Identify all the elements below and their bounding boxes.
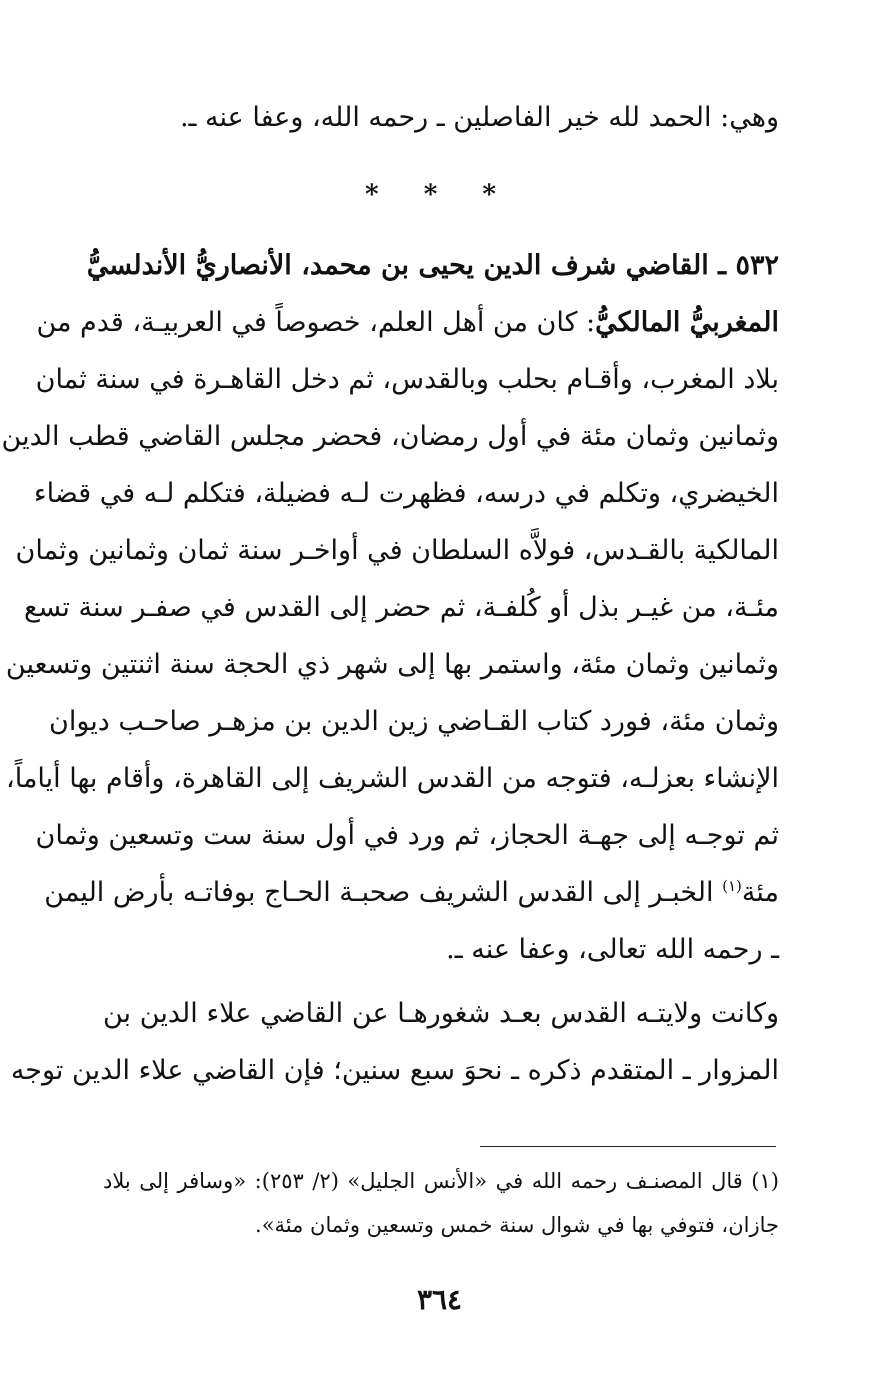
entry-heading-continuation: المغربيُّ المالكيُّ bbox=[595, 307, 779, 338]
entry-line: الإنشاء بعزلـه، فتوجه من القدس الشريف إلى القاهرة، وأقام بها أياماً، bbox=[6, 763, 779, 794]
footnote-line: جازان، فتوفي بها في شوال سنة خمس وتسعين وثمان مئة». bbox=[255, 1213, 779, 1237]
entry-line: ـ رحمه الله تعالى، وعفا عنه ـ. bbox=[446, 934, 779, 965]
paragraph-line: المزوار ـ المتقدم ذكره ـ نحوَ سبع سنين؛ فإن القاضي علاء الدين توجه bbox=[10, 1055, 779, 1086]
entry-line: المالكية بالقـدس، فولاَّه السلطان في أواخـر سنة ثمان وثمانين وثمان bbox=[15, 535, 779, 566]
footnote-line: (١) قال المصنـف رحمه الله في «الأنس الجليل» (٢/ ٢٥٣): «وسافر إلى بلاد bbox=[103, 1169, 779, 1193]
entry-line bbox=[36, 303, 779, 343]
page-number: ٣٦٤ bbox=[416, 1283, 463, 1316]
closing-line: وهي: الحمد لله خير الفاصلين ـ رحمه الله، وعفا عنه ـ. bbox=[179, 102, 779, 133]
paragraph-line: وكانت ولايتـه القدس بعـد شغورهـا عن القاضي علاء الدين بن bbox=[103, 998, 779, 1029]
footnote-reference: (١) bbox=[722, 877, 742, 895]
entry-line: بلاد المغرب، وأقـام بحلب وبالقدس، ثم دخل القاهـرة في سنة ثمان bbox=[35, 364, 779, 395]
entry-line-text: : كان من أهل العلم، خصوصاً في العربيـة، قدم من bbox=[36, 307, 596, 338]
entry-line: وثمان مئة، فورد كتاب القـاضي زين الدين بن مزهـر صاحـب ديوان bbox=[49, 706, 779, 737]
entry-line-text: مئة bbox=[741, 877, 779, 908]
entry-heading: ٥٣٢ ـ القاضي شرف الدين يحيى بن محمد، الأنصاريُّ الأندلسيُّ bbox=[86, 250, 779, 281]
entry-line: الخيضري، وتكلم في درسه، فظهرت لـه فضيلة، فتكلم لـه في قضاء bbox=[33, 478, 779, 509]
entry-line: ثم توجـه إلى جهـة الحجاز، ثم ورد في أول سنة ست وتسعين وثمان bbox=[35, 820, 779, 851]
entry-line: وثمانين وثمان مئة في أول رمضان، فحضر مجلس القاضي قطب الدين bbox=[1, 421, 779, 452]
entry-line: وثمانين وثمان مئة، واستمر بها إلى شهر ذي الحجة سنة اثنتين وتسعين bbox=[5, 649, 779, 680]
footnote-divider bbox=[480, 1146, 776, 1147]
entry-line bbox=[44, 873, 779, 913]
section-separator: * * * bbox=[365, 180, 514, 210]
entry-line: مئـة، من غيـر بذل أو كُلفـة، ثم حضر إلى القدس في صفـر سنة تسع bbox=[23, 592, 779, 623]
entry-line-text: الخبـر إلى القدس الشريف صحبـة الحـاج بوفاتـه بأرض اليمن bbox=[44, 877, 723, 908]
